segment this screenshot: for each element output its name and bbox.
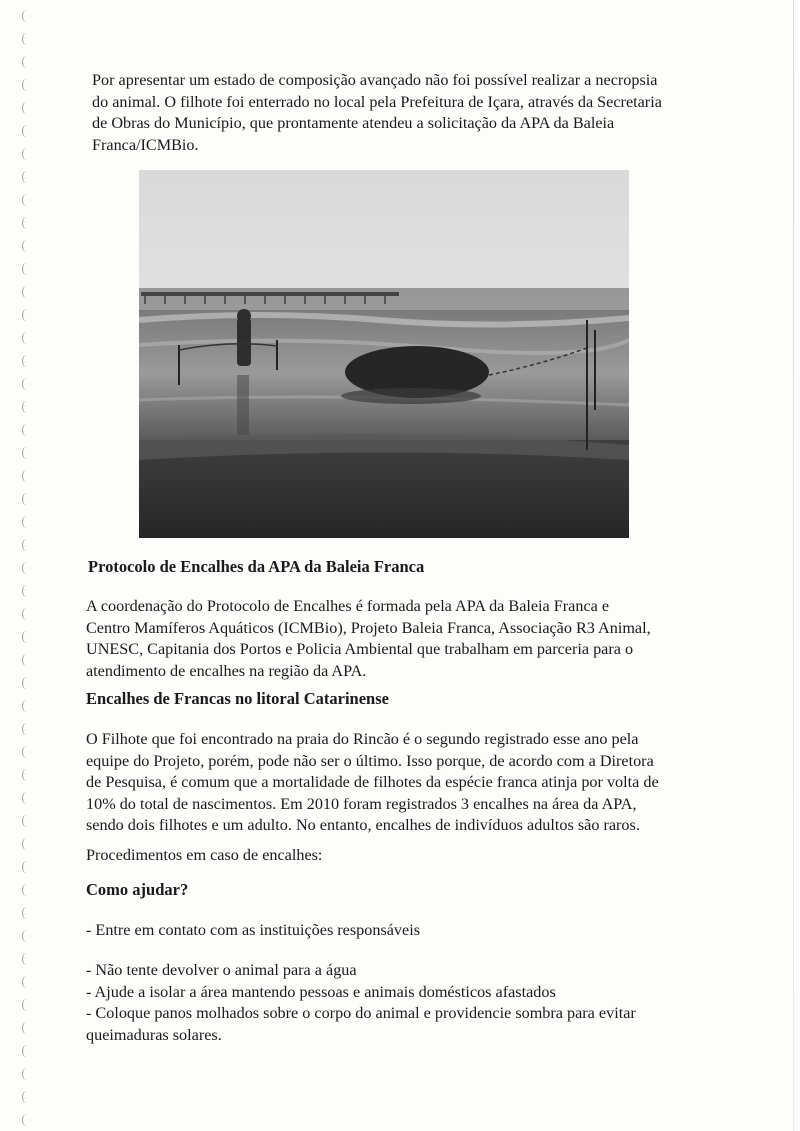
binding-ring — [22, 401, 31, 413]
binding-ring — [22, 861, 31, 873]
intro-line: Franca/ICMBio. — [92, 135, 199, 154]
encalhes-line: de Pesquisa, é comum que a mortalidade de filhotes da espécie franca atinja por volta de — [86, 773, 659, 791]
binding-ring — [22, 838, 31, 850]
binding-ring — [22, 447, 31, 459]
binding-ring — [22, 884, 31, 896]
help-item: queimaduras solares. — [86, 1025, 222, 1044]
binding-ring — [22, 562, 31, 574]
procedures-text: Procedimentos em caso de encalhes: — [86, 846, 323, 864]
binding-ring — [22, 1114, 31, 1126]
encalhes-line: O Filhote que foi encontrado na praia do Rincão é o segundo registrado esse ano pela — [86, 730, 639, 748]
binding-ring — [22, 470, 31, 482]
binding-ring — [22, 631, 31, 643]
binding-ring — [22, 1091, 31, 1103]
intro-line: Por apresentar um estado de composição avançado não foi possível realizar a necropsia — [92, 71, 658, 89]
binding-ring — [22, 355, 31, 367]
protocolo-line: Centro Mamíferos Aquáticos (ICMBio), Projeto Baleia Franca, Associação R3 Animal, — [86, 618, 651, 637]
help-item: - Não tente devolver o animal para a água — [86, 961, 357, 979]
binding-ring — [22, 378, 31, 390]
help-item: - Ajude a isolar a área mantendo pessoas e animais domésticos afastados — [86, 982, 556, 1001]
binding-ring — [22, 424, 31, 436]
protocolo-paragraph — [86, 596, 686, 682]
binding-ring — [22, 769, 31, 781]
binding-ring — [22, 585, 31, 597]
binding-ring — [22, 286, 31, 298]
binding-ring — [22, 10, 31, 22]
binding-ring — [22, 999, 31, 1011]
binding-ring — [22, 1022, 31, 1034]
encalhes-line: equipe do Projeto, porém, pode não ser o último. Isso porque, de acordo com a Diretora — [86, 751, 654, 770]
binding-ring — [22, 102, 31, 114]
binding-ring — [22, 677, 31, 689]
binding-ring — [22, 746, 31, 758]
protocolo-line: atendimento de encalhes na região da APA. — [86, 661, 367, 680]
section-heading-protocolo: Protocolo de Encalhes da APA da Baleia Franca — [88, 557, 425, 576]
binding-ring — [22, 930, 31, 942]
binding-ring — [22, 79, 31, 91]
spiral-binding — [14, 0, 44, 1131]
help-list — [86, 960, 686, 1046]
section-heading-como-ajudar: Como ajudar? — [86, 880, 189, 899]
binding-ring — [22, 33, 31, 45]
beach-photo-graphic — [139, 170, 629, 538]
binding-ring — [22, 700, 31, 712]
section-heading-encalhes: Encalhes de Francas no litoral Catarinense — [86, 689, 389, 708]
binding-ring — [22, 815, 31, 827]
binding-ring — [22, 493, 31, 505]
binding-ring — [22, 654, 31, 666]
binding-ring — [22, 1045, 31, 1057]
binding-ring — [22, 953, 31, 965]
intro-line: do animal. O filhote foi enterrado no local pela Prefeitura de Içara, através da Secretaria — [92, 92, 662, 111]
binding-ring — [22, 976, 31, 988]
binding-ring — [22, 125, 31, 137]
binding-ring — [22, 608, 31, 620]
protocolo-line: UNESC, Capitania dos Portos e Policia Ambiental que trabalham em parceria para o — [86, 640, 634, 658]
intro-line: de Obras do Município, que prontamente atendeu a solicitação da APA da Baleia — [92, 114, 615, 132]
encalhes-paragraph — [86, 729, 686, 837]
intro-paragraph — [86, 70, 666, 156]
binding-ring — [22, 309, 31, 321]
binding-ring — [22, 332, 31, 344]
help-item-contact: - Entre em contato com as instituições responsáveis — [86, 921, 421, 939]
stranded-whale-photo — [139, 170, 629, 538]
help-item: - Coloque panos molhados sobre o corpo do animal e providencie sombra para evitar — [86, 1004, 636, 1022]
binding-ring — [22, 148, 31, 160]
binding-ring — [22, 516, 31, 528]
binding-ring — [22, 907, 31, 919]
binding-ring — [22, 194, 31, 206]
binding-ring — [22, 56, 31, 68]
page-edge — [793, 0, 794, 1131]
binding-ring — [22, 1068, 31, 1080]
binding-ring — [22, 263, 31, 275]
binding-ring — [22, 723, 31, 735]
protocolo-line: A coordenação do Protocolo de Encalhes é formada pela APA da Baleia Franca e — [86, 597, 610, 615]
binding-ring — [22, 171, 31, 183]
binding-ring — [22, 539, 31, 551]
binding-ring — [22, 240, 31, 252]
encalhes-line: 10% do total de nascimentos. Em 2010 foram registrados 3 encalhes na área da APA, — [86, 794, 637, 813]
encalhes-line: sendo dois filhotes e um adulto. No entanto, encalhes de indivíduos adultos são raros. — [86, 816, 640, 834]
binding-ring — [22, 792, 31, 804]
binding-ring — [22, 217, 31, 229]
